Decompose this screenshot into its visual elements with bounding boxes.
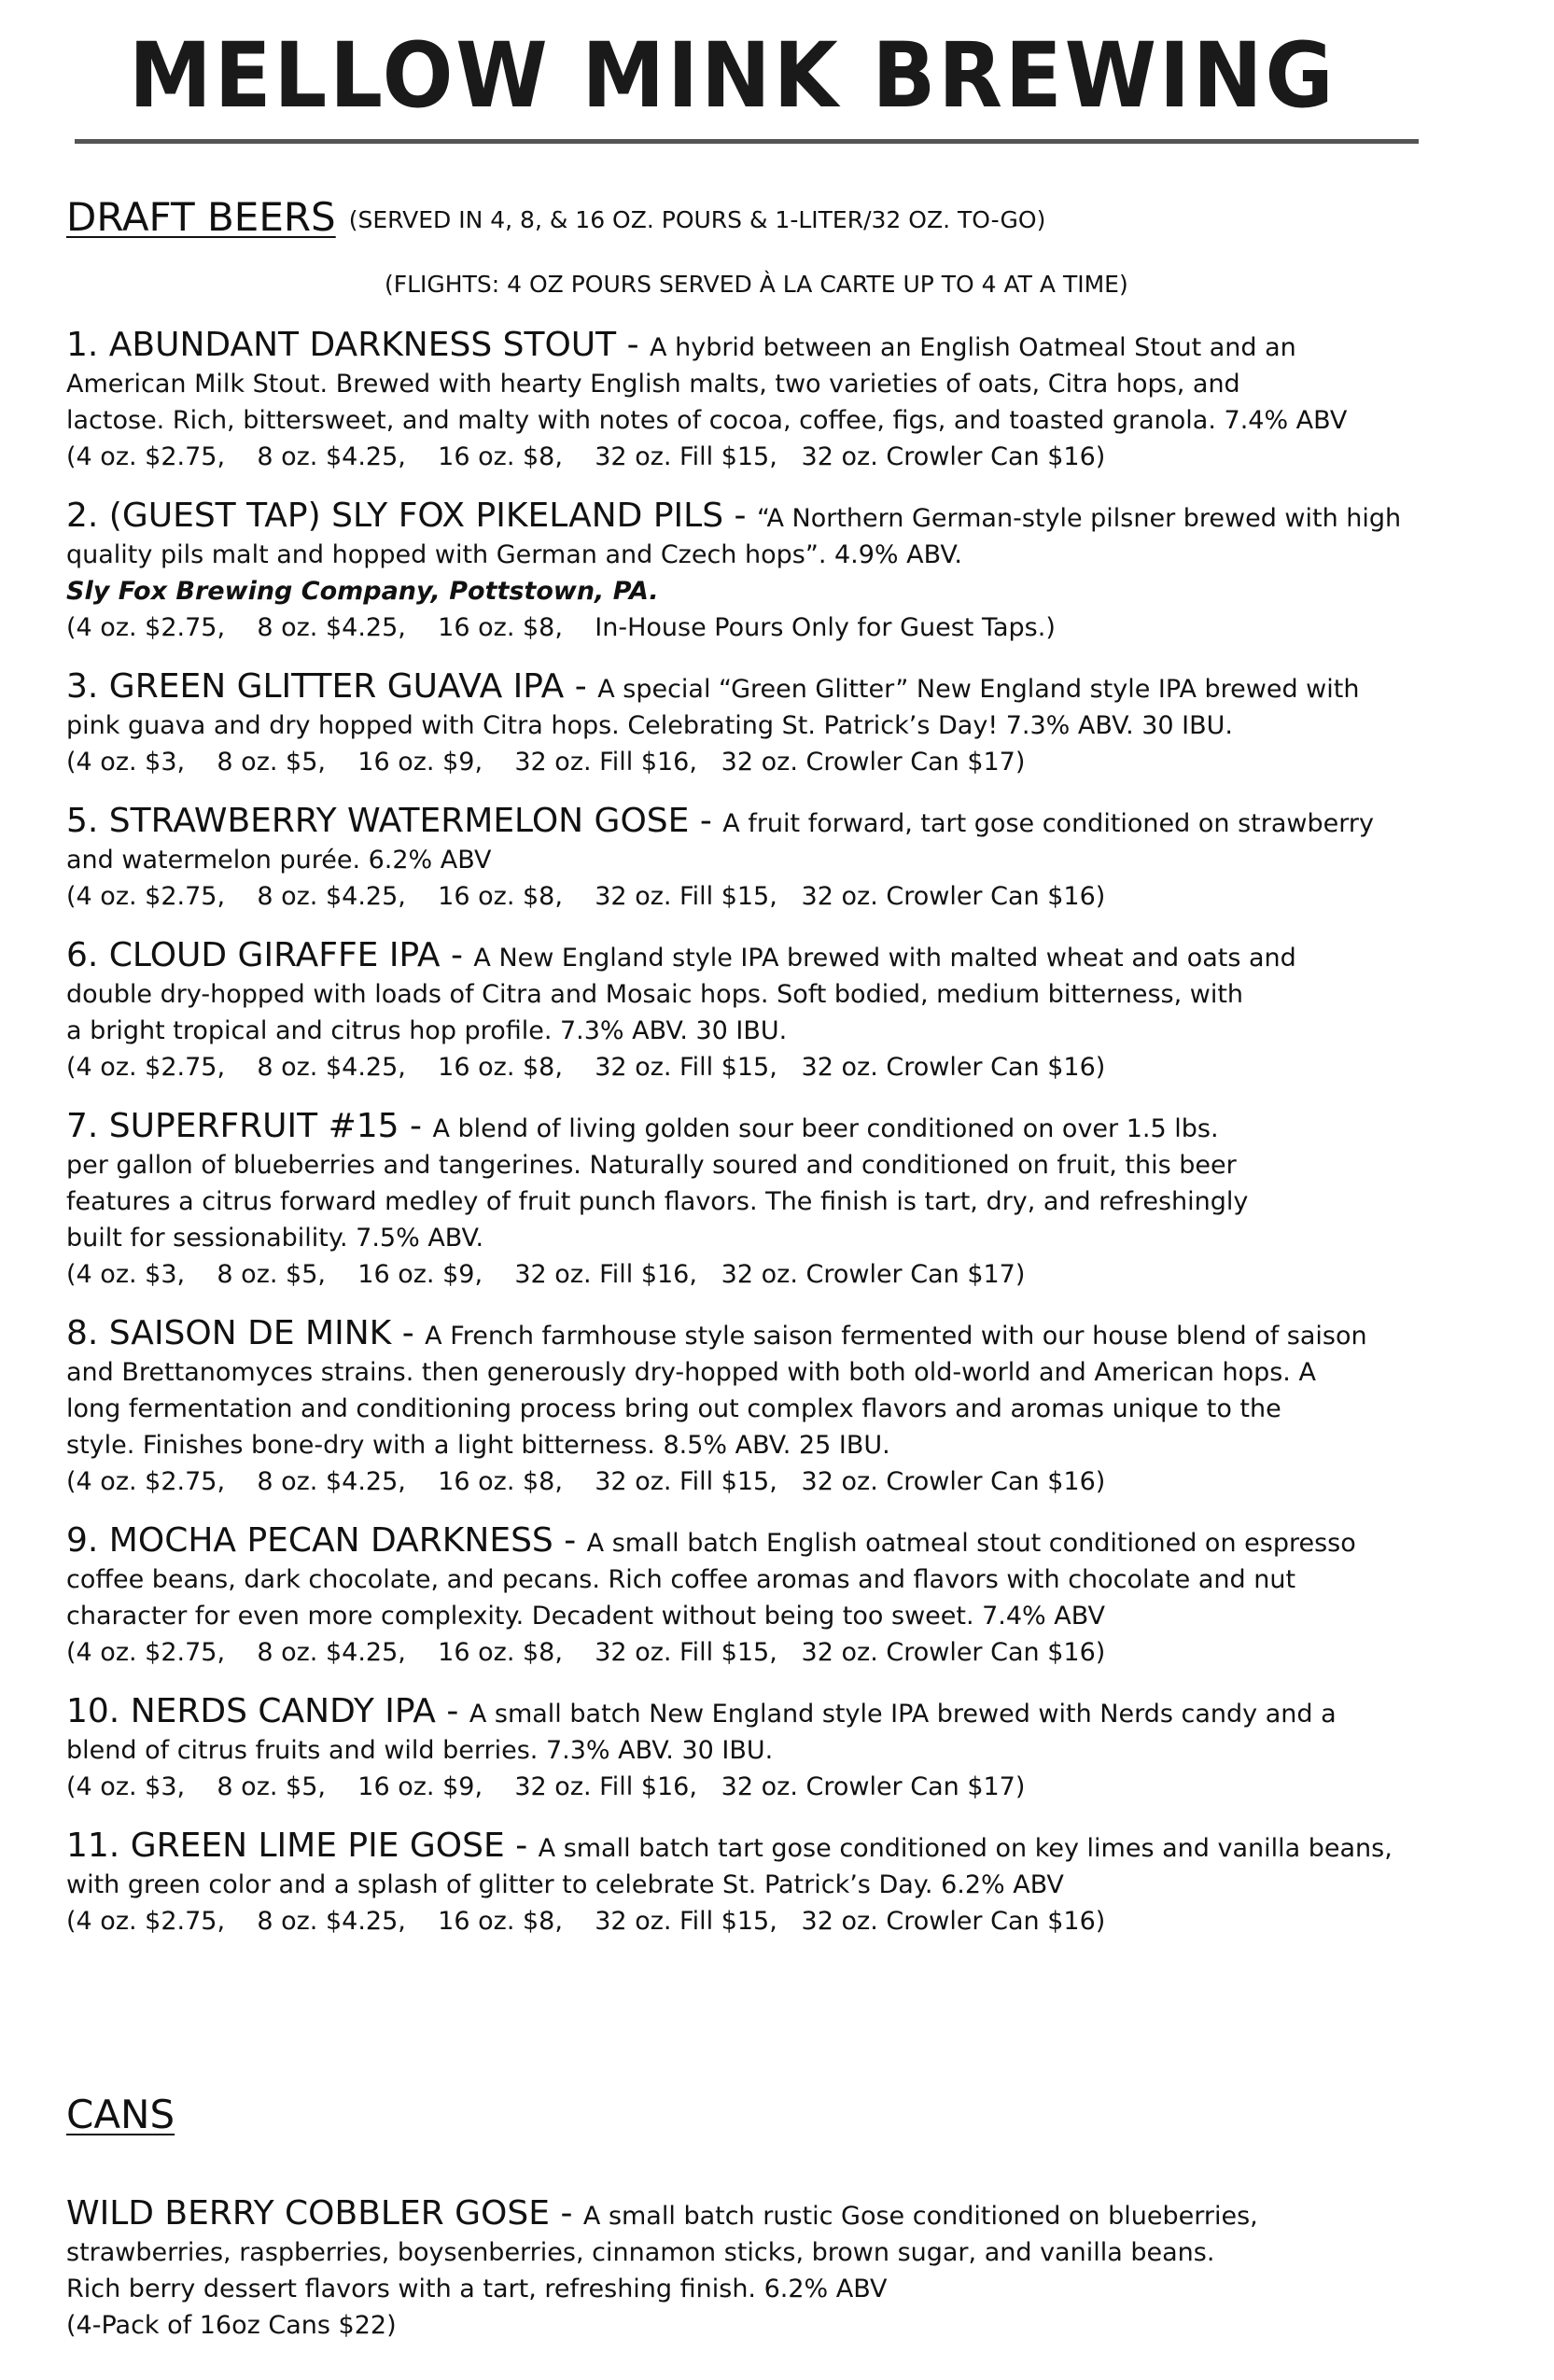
- draft-heading: DRAFT BEERS: [66, 194, 336, 240]
- beer-description-line: per gallon of blueberries and tangerines. Naturally soured and conditioned on fruit, this beer: [66, 1151, 1237, 1180]
- beer-prices: (4 oz. $2.75, 8 oz. $4.25, 16 oz. $8, 32 oz. Fill $15, 32 oz. Crowler Can $16): [66, 1907, 1106, 1936]
- beer-first-line: 8. SAISON DE MINK - A French farmhouse style saison fermented with our house blend of saison: [66, 1314, 1367, 1352]
- beer-description-line: long fermentation and conditioning process bring out complex flavors and aromas unique to the: [66, 1394, 1281, 1423]
- beer-name: 5. STRAWBERRY WATERMELON GOSE: [66, 802, 690, 840]
- can-name: WILD BERRY COBBLER GOSE: [66, 2194, 550, 2233]
- beer-description-line: American Milk Stout. Brewed with hearty English malts, two varieties of oats, Citra hops, and: [66, 370, 1240, 399]
- beer-item: [66, 1315, 1522, 1500]
- beer-description-line: blend of citrus fruits and wild berries. 7.3% ABV. 30 IBU.: [66, 1736, 774, 1765]
- beer-first-line: 1. ABUNDANT DARKNESS STOUT - A hybrid between an English Oatmeal Stout and an: [66, 326, 1296, 364]
- draft-serving-note: (SERVED IN 4, 8, & 16 OZ. POURS & 1-LITER/32 OZ. TO-GO): [348, 206, 1046, 233]
- guest-brewery: Sly Fox Brewing Company, Pottstown, PA.: [66, 577, 659, 606]
- beer-description: A small batch tart gose conditioned on key limes and vanilla beans,: [538, 1834, 1393, 1863]
- beer-description-line: and Brettanomyces strains. then generously dry-hopped with both old-world and American hops. A: [66, 1358, 1316, 1387]
- beer-description: A small batch English oatmeal stout conditioned on espresso: [586, 1529, 1356, 1558]
- can-price: (4-Pack of 16oz Cans $22): [66, 2311, 397, 2340]
- beer-description: “A Northern German-style pilsner brewed with high: [756, 504, 1402, 533]
- beer-prices: (4 oz. $3, 8 oz. $5, 16 oz. $9, 32 oz. Fill $16, 32 oz. Crowler Can $17): [66, 748, 1026, 777]
- beer-name: 6. CLOUD GIRAFFE IPA: [66, 936, 441, 974]
- beer-name: 10. NERDS CANDY IPA: [66, 1692, 436, 1730]
- can-description-line: strawberries, raspberries, boysenberries, cinnamon sticks, brown sugar, and vanilla beans.: [66, 2238, 1215, 2267]
- beer-item: [66, 1522, 1522, 1671]
- beer-description-line: with green color and a splash of glitter to celebrate St. Patrick’s Day. 6.2% ABV: [66, 1870, 1064, 1899]
- beer-item: [66, 937, 1522, 1085]
- beer-description-line: quality pils malt and hopped with German and Czech hops”. 4.9% ABV.: [66, 540, 962, 569]
- beer-first-line: 7. SUPERFRUIT #15 - A blend of living golden sour beer conditioned on over 1.5 lbs.: [66, 1107, 1219, 1145]
- can-item: [66, 2195, 1522, 2344]
- can-description-line: Rich berry dessert flavors with a tart, refreshing finish. 6.2% ABV: [66, 2275, 888, 2303]
- beer-description: A small batch New England style IPA brewed with Nerds candy and a: [469, 1700, 1337, 1729]
- beer-description-line: a bright tropical and citrus hop profile. 7.3% ABV. 30 IBU.: [66, 1016, 788, 1045]
- beer-first-line: 10. NERDS CANDY IPA - A small batch New England style IPA brewed with Nerds candy and a: [66, 1692, 1337, 1730]
- beer-first-line: 11. GREEN LIME PIE GOSE - A small batch tart gose conditioned on key limes and vanilla beans,: [66, 1827, 1393, 1865]
- beer-first-line: 2. (GUEST TAP) SLY FOX PIKELAND PILS - “A Northern German-style pilsner brewed with high: [66, 497, 1402, 535]
- beer-name: 3. GREEN GLITTER GUAVA IPA: [66, 667, 565, 706]
- beer-item: [66, 803, 1522, 915]
- beer-item: [66, 1108, 1522, 1293]
- beer-item: [66, 668, 1522, 780]
- beer-description-line: double dry-hopped with loads of Citra and Mosaic hops. Soft bodied, medium bitterness, with: [66, 980, 1244, 1009]
- beer-description: A special “Green Glitter” New England style IPA brewed with: [597, 675, 1360, 704]
- beer-description: A New England style IPA brewed with malted wheat and oats and: [473, 944, 1296, 973]
- beer-prices: (4 oz. $2.75, 8 oz. $4.25, 16 oz. $8, 32 oz. Fill $15, 32 oz. Crowler Can $16): [66, 1053, 1106, 1082]
- beer-description-line: style. Finishes bone-dry with a light bitterness. 8.5% ABV. 25 IBU.: [66, 1431, 890, 1460]
- beer-first-line: 3. GREEN GLITTER GUAVA IPA - A special “Green Glitter” New England style IPA brewed with: [66, 667, 1360, 706]
- beer-first-line: WILD BERRY COBBLER GOSE - A small batch rustic Gose conditioned on blueberries,: [66, 2194, 1258, 2233]
- title-divider: [75, 139, 1419, 144]
- beer-description: A French farmhouse style saison fermented with our house blend of saison: [425, 1322, 1367, 1351]
- beer-first-line: 6. CLOUD GIRAFFE IPA - A New England style IPA brewed with malted wheat and oats and: [66, 936, 1296, 974]
- cans-section: [66, 2091, 1522, 2366]
- beer-description-line: built for sessionability. 7.5% ABV.: [66, 1224, 484, 1253]
- beer-description-line: lactose. Rich, bittersweet, and malty with notes of cocoa, coffee, figs, and toasted granola. 7.4% ABV: [66, 406, 1348, 435]
- beer-prices: (4 oz. $2.75, 8 oz. $4.25, 16 oz. $8, In-House Pours Only for Guest Taps.): [66, 613, 1056, 642]
- beer-description: A fruit forward, tart gose conditioned on strawberry: [722, 809, 1374, 838]
- beer-first-line: 9. MOCHA PECAN DARKNESS - A small batch English oatmeal stout conditioned on espresso: [66, 1521, 1356, 1560]
- beer-prices: (4 oz. $2.75, 8 oz. $4.25, 16 oz. $8, 32 oz. Fill $15, 32 oz. Crowler Can $16): [66, 442, 1106, 471]
- beer-description: A hybrid between an English Oatmeal Stout and an: [650, 333, 1296, 362]
- beer-name: 2. (GUEST TAP) SLY FOX PIKELAND PILS: [66, 497, 724, 535]
- beer-item: [66, 327, 1522, 475]
- beer-name: 9. MOCHA PECAN DARKNESS: [66, 1521, 553, 1560]
- draft-section-header: [66, 193, 1045, 245]
- beer-prices: (4 oz. $3, 8 oz. $5, 16 oz. $9, 32 oz. Fill $16, 32 oz. Crowler Can $17): [66, 1260, 1026, 1289]
- flights-note: (FLIGHTS: 4 OZ POURS SERVED À LA CARTE UP TO 4 AT A TIME): [385, 271, 1128, 298]
- beer-item: [66, 497, 1522, 646]
- brewery-logo-title: MELLOW MINK BREWING: [129, 23, 1337, 128]
- beer-item: [66, 1827, 1522, 1939]
- can-description: A small batch rustic Gose conditioned on blueberries,: [582, 2202, 1258, 2231]
- beer-first-line: 5. STRAWBERRY WATERMELON GOSE - A fruit forward, tart gose conditioned on strawberry: [66, 802, 1374, 840]
- beer-description-line: pink guava and dry hopped with Citra hops. Celebrating St. Patrick’s Day! 7.3% ABV. 30 IBU.: [66, 711, 1234, 740]
- cans-heading: CANS: [66, 2092, 175, 2137]
- beer-description: A blend of living golden sour beer conditioned on over 1.5 lbs.: [432, 1114, 1219, 1143]
- beer-description-line: and watermelon purée. 6.2% ABV: [66, 846, 492, 875]
- beer-description-line: character for even more complexity. Decadent without being too sweet. 7.4% ABV: [66, 1602, 1105, 1631]
- beer-prices: (4 oz. $2.75, 8 oz. $4.25, 16 oz. $8, 32 oz. Fill $15, 32 oz. Crowler Can $16): [66, 1638, 1106, 1667]
- beer-prices: (4 oz. $3, 8 oz. $5, 16 oz. $9, 32 oz. Fill $16, 32 oz. Crowler Can $17): [66, 1772, 1026, 1801]
- beer-name: 7. SUPERFRUIT #15: [66, 1107, 399, 1145]
- beer-name: 1. ABUNDANT DARKNESS STOUT: [66, 326, 617, 364]
- beer-prices: (4 oz. $2.75, 8 oz. $4.25, 16 oz. $8, 32 oz. Fill $15, 32 oz. Crowler Can $16): [66, 882, 1106, 911]
- beer-item: [66, 1693, 1522, 1805]
- beer-description-line: coffee beans, dark chocolate, and pecans. Rich coffee aromas and flavors with chocolate and nut: [66, 1565, 1296, 1594]
- beer-name: 11. GREEN LIME PIE GOSE: [66, 1827, 505, 1865]
- beer-description-line: features a citrus forward medley of fruit punch flavors. The finish is tart, dry, and refreshingly: [66, 1187, 1249, 1216]
- beer-prices: (4 oz. $2.75, 8 oz. $4.25, 16 oz. $8, 32 oz. Fill $15, 32 oz. Crowler Can $16): [66, 1467, 1106, 1496]
- draft-beer-list: [66, 327, 1522, 1962]
- beer-name: 8. SAISON DE MINK: [66, 1314, 392, 1352]
